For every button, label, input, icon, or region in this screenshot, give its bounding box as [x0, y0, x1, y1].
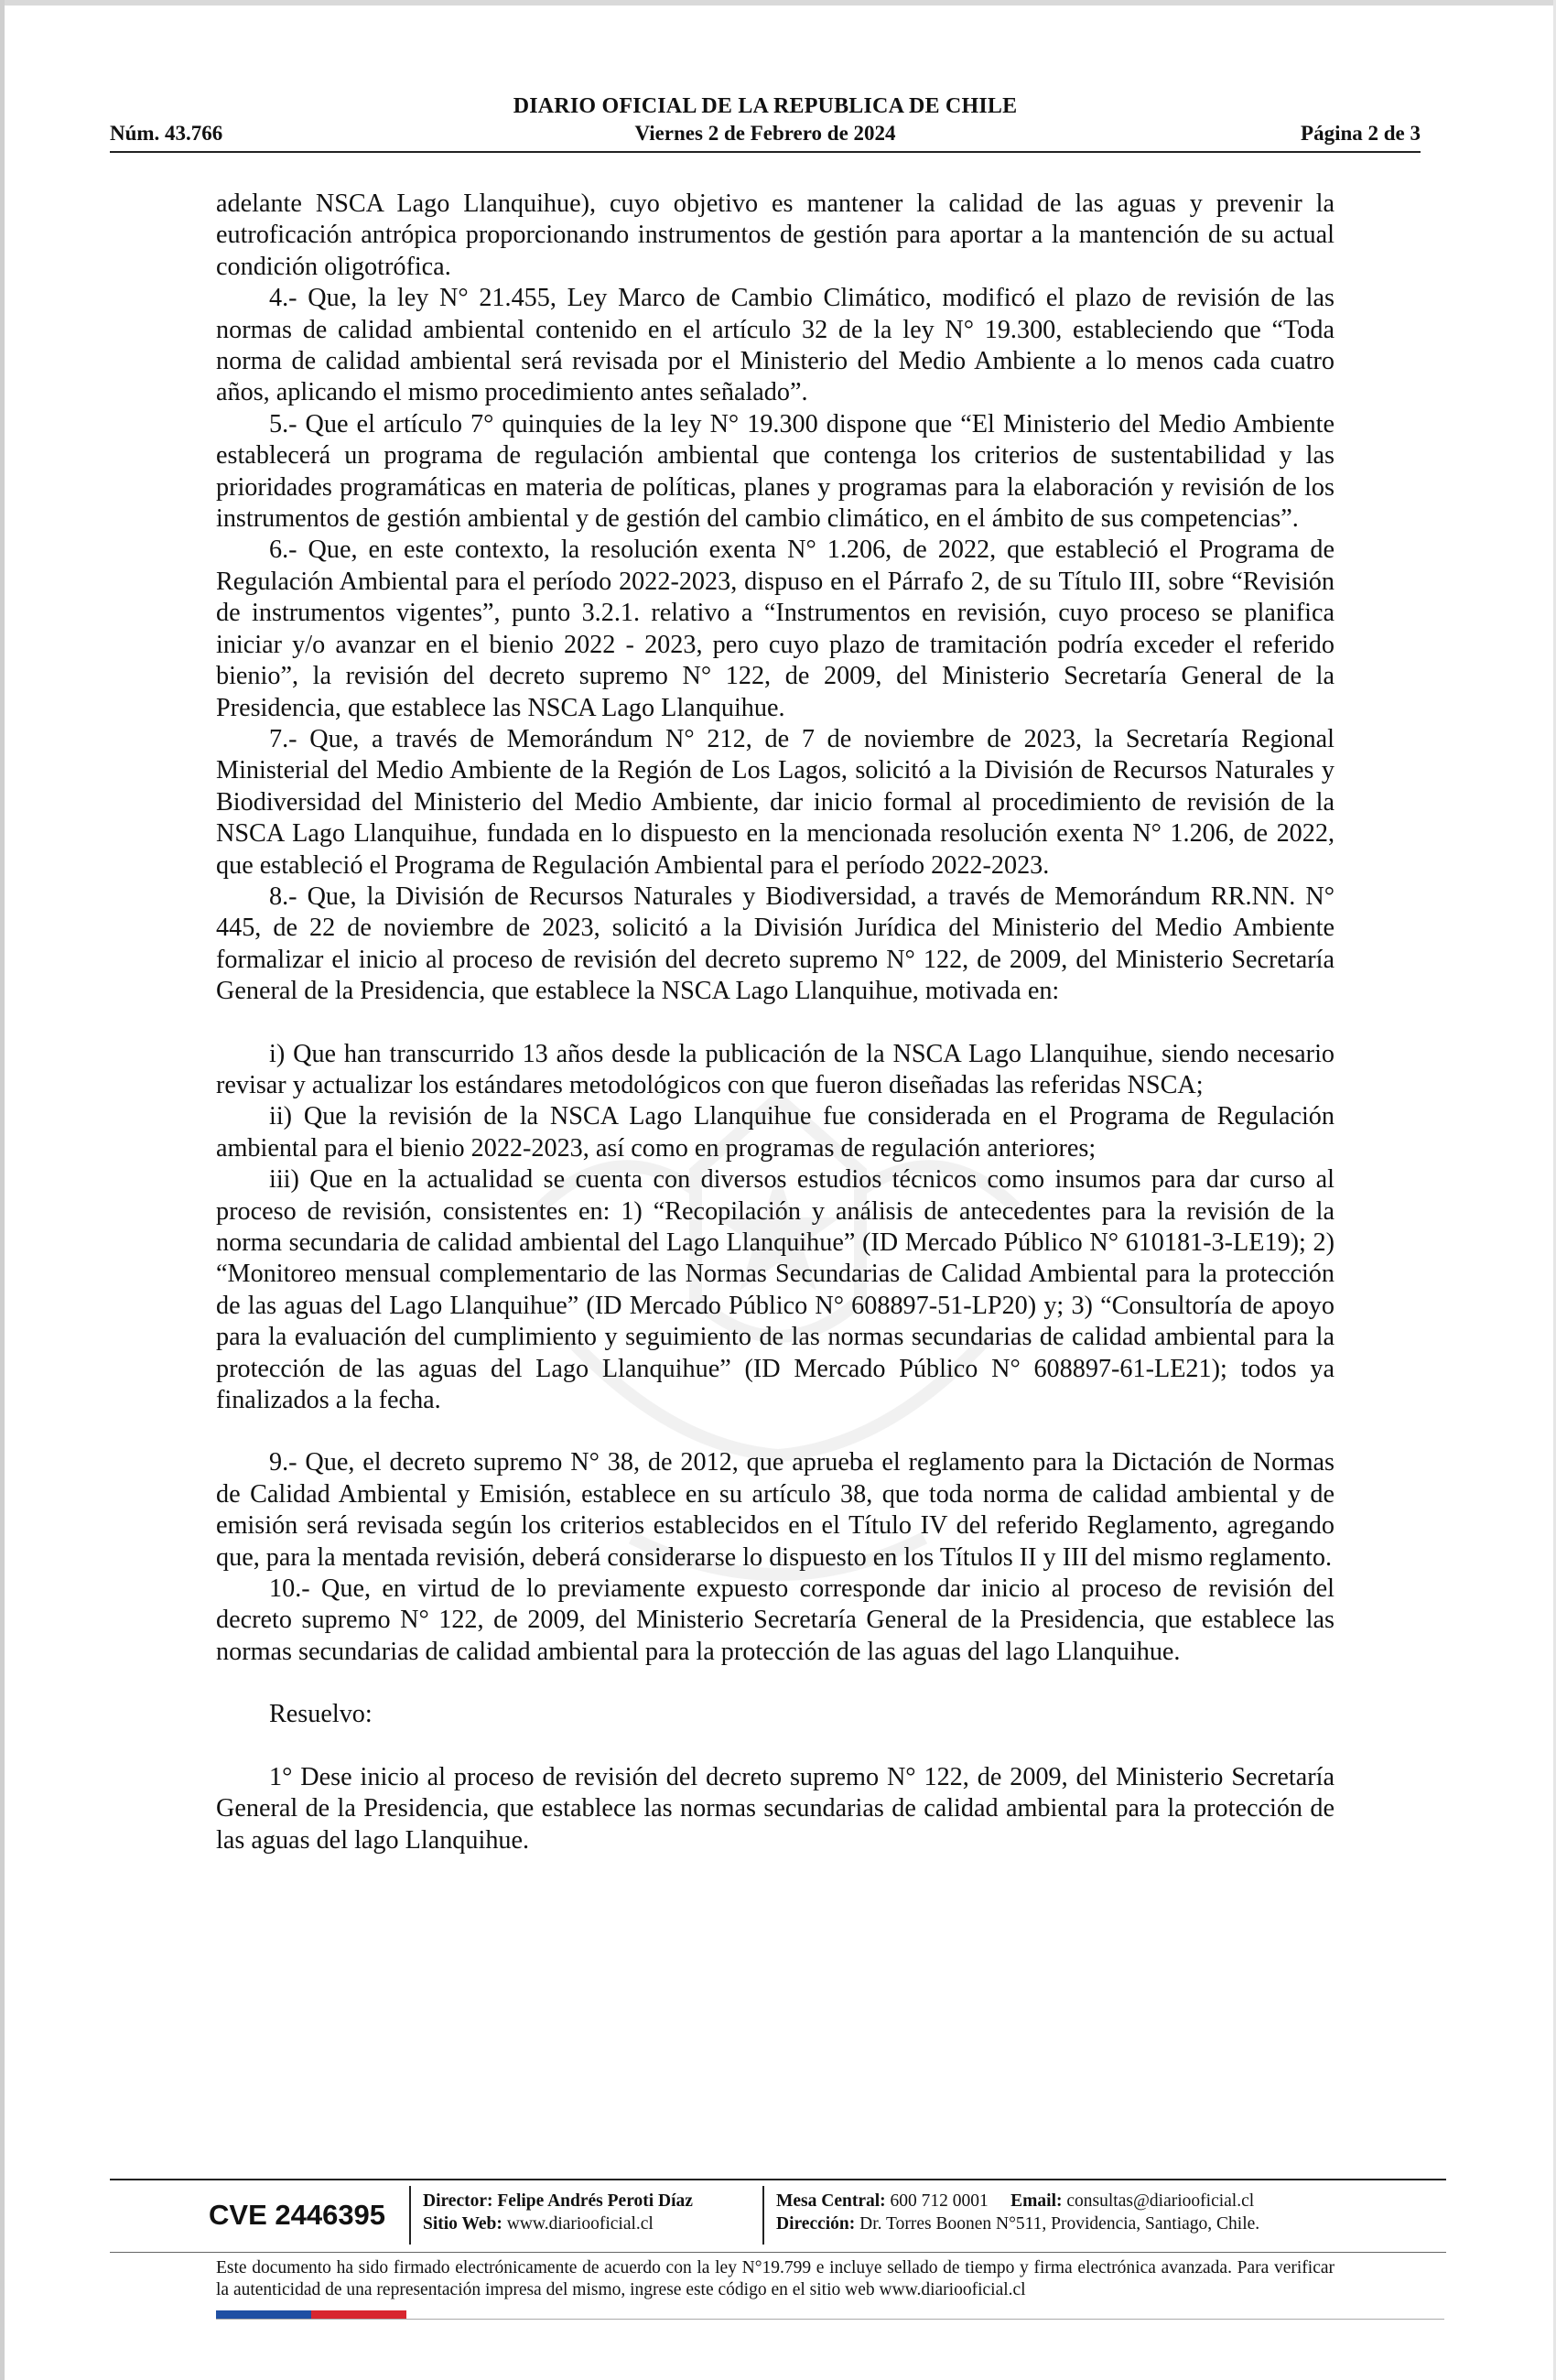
cve-code: CVE 2446395	[209, 2199, 386, 2231]
website-label: Sitio Web:	[423, 2214, 502, 2234]
phone-label: Mesa Central:	[776, 2191, 886, 2211]
footer-rule	[110, 2179, 1446, 2180]
publication-title: DIARIO OFICIAL DE LA REPUBLICA DE CHILE	[513, 94, 1018, 118]
page-number: Página 2 de 3	[1301, 122, 1421, 145]
paragraph-4: 4.- Que, la ley N° 21.455, Ley Marco de Cambio Climático, modificó el plazo de revisión de las normas de calidad ambiental contenido en el artículo 32 de la ley N° 19.300, estableciendo que “Toda norma de calidad ambiental será revisada por el Ministerio del Medio Ambiente a lo menos cada cuatro años, aplicando el mismo procedimiento antes señalado”.	[216, 284, 1334, 407]
issue-number: Núm. 43.766	[110, 122, 223, 145]
footer-rule-thin	[110, 2252, 1446, 2253]
paragraph-9: 9.- Que, el decreto supremo N° 38, de 2012, que aprueba el reglamento para la Dictación de Normas de Calidad Ambiental y Emisión, establece en su artículo 38, que toda norma de calidad ambiental y de emisión será revisada según los criterios establecidos en el Título IV del referido Reglamento, agregando que, para la mentada revisión, deberá considerarse lo dispuesto en los Títulos II y III del mismo reglamento.	[216, 1448, 1334, 1572]
paragraph-6: 6.- Que, en este contexto, la resolución exenta N° 1.206, de 2022, que estableció el Programa de Regulación Ambiental para el período 2022-2023, dispuso en el Párrafo 2, de su Título III, sobre “Revisión de instrumentos vigentes”, punto 3.2.1. relativo a “Instrumentos en revisión, cuyo proceso se planifica iniciar y/o avanzar en el bienio 2022 - 2023, pero cuyo plazo de tramitación podría exceder el referido bienio”, la revisión del decreto supremo N° 122, de 2009, del Ministerio Secretaría General de la Presidencia, que establece las NSCA Lago Llanquihue.	[216, 536, 1334, 722]
paragraph-intro: adelante NSCA Lago Llanquihue), cuyo objetivo es mantener la calidad de las aguas y prevenir la eutroficación antrópica proporcionando instrumentos de gestión para aportar a la mantención de su actual condición oligotrófica.	[216, 189, 1334, 281]
resolution-heading: Resuelvo:	[269, 1700, 373, 1729]
flag-stripe-red	[311, 2310, 406, 2319]
spacer	[216, 1668, 1334, 1699]
resolution-item-1: 1° Dese inicio al proceso de revisión del decreto supremo N° 122, de 2009, del Ministerio Secretaría General de la Presidencia, que establece las normas secundarias de calidad ambiental para la protección de las aguas del lago Llanquihue.	[216, 1762, 1334, 1855]
footer-contact-block	[776, 2190, 1259, 2235]
address-text: Dr. Torres Boonen N°511, Providencia, Santiago, Chile.	[859, 2214, 1260, 2234]
paragraph-5: 5.- Que el artículo 7° quinquies de la ley N° 19.300 dispone que “El Ministerio del Medio Ambiente establecerá un programa de regulación ambiental que contenga los criterios de sustentabilidad y las prioridades programáticas en materia de políticas, planes y programas para la elaboración y revisión de los instrumentos de gestión ambiental y de gestión del cambio climático, en el ámbito de sus competencias”.	[216, 409, 1334, 534]
document-body	[216, 189, 1334, 1856]
footer-divider	[409, 2186, 411, 2245]
website-link[interactable]: www.diariooficial.cl	[506, 2214, 654, 2234]
director-name: Felipe Andrés Peroti Díaz	[497, 2191, 693, 2211]
spacer	[216, 1731, 1334, 1762]
email-link[interactable]: consultas@diariooficial.cl	[1066, 2191, 1255, 2211]
issue-date: Viernes 2 de Febrero de 2024	[634, 122, 896, 145]
scan-edge-left	[0, 0, 5, 2380]
paragraph-7: 7.- Que, a través de Memorándum N° 212, de 7 de noviembre de 2023, la Secretaría Regional Ministerial del Medio Ambiente de la Región de Los Lagos, solicitó a la División de Recursos Naturales y Biodiversidad del Ministerio del Medio Ambiente, dar inicio formal al procedimiento de revisión de la NSCA Lago Llanquihue, fundada en lo dispuesto en la mencionada resolución exenta N° 1.206, de 2022, que estableció el Programa de Regulación Ambiental para el período 2022-2023.	[216, 724, 1334, 880]
phone-number: 600 712 0001	[890, 2191, 989, 2211]
spacer	[216, 1416, 1334, 1447]
footer-director-block	[423, 2190, 693, 2235]
scan-edge-top	[0, 0, 1556, 5]
paragraph-10: 10.- Que, en virtud de lo previamente expuesto corresponde dar inicio al proceso de revisión del decreto supremo N° 122, de 2009, del Ministerio Secretaría General de la Presidencia, que establece las normas secundarias de calidad ambiental para la protección de las aguas del lago Llanquihue.	[216, 1574, 1334, 1666]
flag-stripe-blue	[216, 2310, 311, 2319]
signature-note: Este documento ha sido firmado electrónicamente de acuerdo con la ley N°19.799 e incluye sellado de tiempo y firma electrónica avanzada. Para verificar la autenticidad de una representación impresa del mismo, ingrese este código en el sitio web www.diariooficial.cl	[216, 2258, 1334, 2299]
spacer	[216, 1008, 1334, 1039]
director-label: Director:	[423, 2191, 493, 2211]
footer-bottom-rule	[216, 2319, 1444, 2320]
footer-divider	[762, 2186, 764, 2245]
paragraph-8-ii: ii) Que la revisión de la NSCA Lago Llanquihue fue considerada en el Programa de Regulación ambiental para el bienio 2022-2023, así como en programas de regulación anteriores;	[216, 1102, 1334, 1163]
address-label: Dirección:	[776, 2214, 856, 2234]
paragraph-8-i: i) Que han transcurrido 13 años desde la publicación de la NSCA Lago Llanquihue, siendo necesario revisar y actualizar los estándares metodológicos con que fueron diseñadas las referidas NSCA;	[216, 1039, 1334, 1099]
page-header	[110, 94, 1421, 153]
paragraph-8: 8.- Que, la División de Recursos Naturales y Biodiversidad, a través de Memorándum RR.NN. N° 445, de 22 de noviembre de 2023, solicitó a la División Jurídica del Ministerio del Medio Ambiente formalizar el inicio al proceso de revisión del decreto supremo N° 122, de 2009, del Ministerio Secretaría General de la Presidencia, que establece la NSCA Lago Llanquihue, motivada en:	[216, 882, 1334, 1006]
email-label: Email:	[1010, 2191, 1063, 2211]
paragraph-8-iii: iii) Que en la actualidad se cuenta con diversos estudios técnicos como insumos para dar curso al proceso de revisión, consistentes en: 1) “Recopilación y análisis de antecedentes para la revisión de la norma secundaria de calidad ambiental del Lago Llanquihue” (ID Mercado Público N° 610181-3-LE19); 2) “Monitoreo mensual complementario de las Normas Secundarias de Calidad Ambiental para la protección de las aguas del Lago Llanquihue” (ID Mercado Público N° 608897-51-LP20) y; 3) “Consultoría de apoyo para la evaluación del cumplimiento y seguimiento de las normas secundarias de calidad ambiental para la protección de las aguas del Lago Llanquihue” (ID Mercado Público N° 608897-61-LE21); todos ya finalizados a la fecha.	[216, 1165, 1334, 1415]
